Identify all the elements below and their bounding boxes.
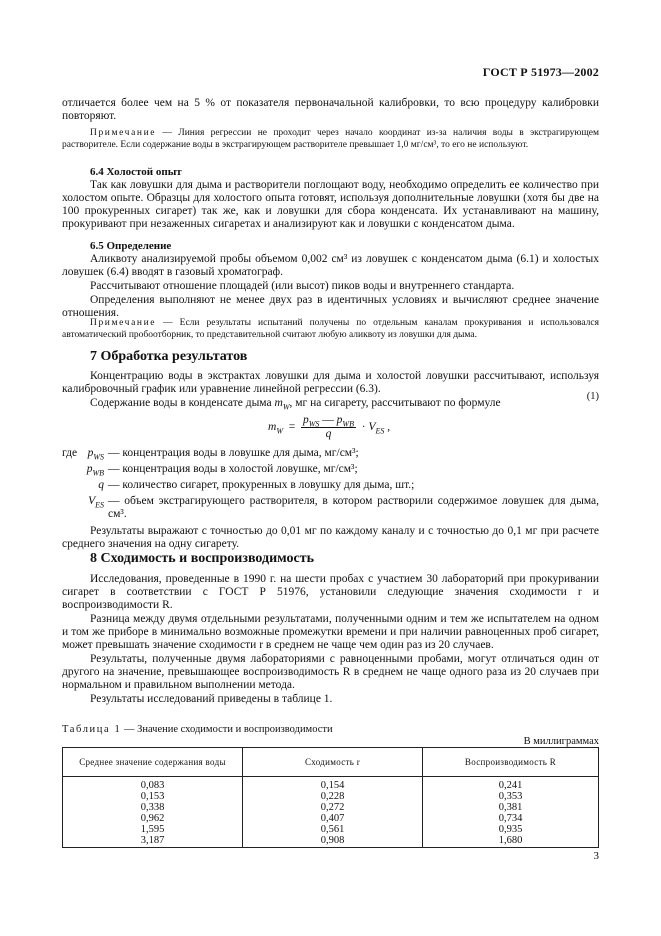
table-row [63, 802, 599, 813]
section-8-p1: Исследования, проведенные в 1990 г. на шести пробах с участием 30 лабораторий при прокуривании сигарет в соответствии с ГОСТ Р 51976, установили следующие значения сходимости r и воспроизводимости R. [62, 573, 599, 611]
section-6-5-p2: Рассчитывают отношение площадей (или высот) пиков воды и внутреннего стандарта. [90, 280, 515, 292]
section-7-p2: Содержание воды в конденсате дыма $m_W$, мг на сигарету, рассчитывают по формуле [90, 397, 501, 412]
table-row [63, 791, 599, 802]
table-cell: 0,935 [423, 824, 599, 835]
section-6-4 [62, 166, 599, 231]
note-2-text: — Если результаты испытаний получены по отдельным каналам прокуривания и использовался автоматический пробоотборник, то представительной считают любую аликвоту из ловушки для дыма. [62, 318, 599, 340]
table-cell: 0,962 [140, 813, 165, 824]
table-header-reproducibility: Воспроизводимость R [423, 748, 599, 777]
table-cell: 1,680 [423, 835, 599, 848]
table-caption-label: Таблица 1 [62, 724, 122, 735]
table-cell: 0,353 [423, 791, 599, 802]
definition-ves-text: — объем экстрагирующего растворителя, в котором растворили содержимое ловушек для дыма, см³. [108, 495, 599, 520]
note-1-text: — Линия регрессии не проходит через начало координат из-за наличия воды в экстрагирующем растворителе. Если содержание воды в экстрагирующем растворителе превышает 1,0 мг/см³, то его не используют. [62, 128, 599, 150]
table-header-repeatability: Сходимость r [243, 748, 423, 777]
definition-pws: $p_{WS}$ — концентрация воды в ловушке для дыма, мг/см³; [62, 447, 599, 460]
section-7 [62, 350, 599, 410]
table-units: В миллиграммах [523, 736, 599, 747]
formula-1: $m_W$ = $\frac{p_{WS} — p_{WB}}{q}$ · $V_{ES}$ , [268, 414, 391, 440]
note-1-label: Примечание [90, 128, 157, 138]
section-7-heading: 7 Обработка результатов [90, 349, 248, 364]
table-cell: 0,908 [243, 835, 423, 848]
table-cell: 0,734 [423, 813, 599, 824]
definition-pws-text: — концентрация воды в ловушке для дыма, мг/см³; [108, 447, 359, 459]
section-6-4-text: Так как ловушки для дыма и растворители поглощают воду, необходимо определить ее количество при холостом опыте. Образцы для холостого опыта готовят, используя дополнительные ловушки (хотя бы две на 100 прокуренных сигарет) так же, как и ловушки для сбора конденсата. Их устанавливают на машину, прокуривают при незаженных сигаретах и анализируют как и ловушки с конденсатом дыма. [62, 179, 599, 230]
table-caption-text: — Значение сходимости и воспроизводимости [121, 724, 333, 735]
table-caption [62, 723, 599, 736]
definition-pwb-text: — концентрация воды в холостой ловушке, мг/см³; [108, 463, 358, 475]
where-label: где [62, 447, 78, 459]
table-cell: 0,153 [140, 791, 165, 802]
table-cell: 0,241 [423, 777, 599, 792]
formula-fraction: $\frac{p_{WS} — p_{WB}}{q}$ [302, 414, 354, 440]
intro-text: отличается более чем на 5 % от показателя первоначальной калибровки, то всю процедуру калибровки повторяют. [62, 97, 599, 122]
table-cell: 0,338 [140, 802, 165, 813]
document-header: ГОСТ Р 51973—2002 [482, 65, 599, 79]
formula-number: (1) [586, 391, 599, 402]
intro-paragraph [62, 97, 599, 123]
definition-ves: $V_{ES}$ — объем экстрагирующего растворителя, в котором растворили содержимое ловушек для дыма, см³. [88, 495, 599, 520]
table-row [63, 835, 599, 848]
results-table [62, 747, 599, 848]
note-2 [62, 318, 599, 341]
section-8 [62, 552, 599, 706]
section-7-p3: Результаты выражают с точностью до 0,01 мг по каждому каналу и с точностью до 0,1 мг при расчете среднего значения на одну сигарету. [62, 525, 599, 550]
table-cell: 3,187 [140, 835, 165, 846]
section-6-5 [62, 240, 599, 320]
note-2-label: Примечание [90, 318, 157, 328]
table-row [63, 777, 599, 792]
table-header-mean: Среднее значение содержания воды [63, 748, 243, 777]
section-6-5-p1: Аликвоту анализируемой пробы объемом 0,002 см³ из ловушек с конденсатом дыма (6.1) и холостых ловушек (6.4) вводят в газовый хроматограф. [62, 253, 599, 278]
section-8-heading: 8 Сходимость и воспроизводимость [90, 551, 315, 566]
definition-q: q — количество сигарет, прокуренных в ловушку для дыма, шт.; [62, 479, 599, 492]
section-8-p3: Результаты, полученные двумя лабораториями с равноценными пробами, могут отличаться один от другого на значение, превышающее воспроизводимость R в среднем не чаще одного раза из 20 случаев при нормальном и правильном выполнении метода. [62, 653, 599, 691]
table-cell: 0,407 [243, 813, 423, 824]
table-cell: 0,083 [140, 780, 165, 791]
section-6-5-heading: 6.5 Определение [90, 240, 172, 252]
table-cell: 0,154 [243, 777, 423, 792]
table-cell: 0,272 [243, 802, 423, 813]
section-8-p4: Результаты исследований приведены в таблице 1. [90, 693, 333, 705]
section-7-p2-end: , мг на сигарету, рассчитывают по формуле [289, 397, 501, 409]
table-cell: 1,595 [140, 824, 165, 835]
section-8-p2: Разница между двумя отдельными результатами, полученными одним и тем же испытателем на одном и том же приборе в минимально возможные промежутки времени и при наличии равноценных проб сигарет, может превышать значение сходимости r в среднем не чаще чем один раз из 20 случаев. [62, 613, 599, 651]
table-row [63, 824, 599, 835]
table-cell: 0,561 [243, 824, 423, 835]
table-cell: 0,228 [243, 791, 423, 802]
section-6-5-p3: Определения выполняют не менее двух раз в идентичных условиях и вычисляют среднее значение отношения. [62, 294, 599, 319]
definition-pwb: $p_{WB}$ — концентрация воды в холостой ловушке, мг/см³; [62, 463, 599, 476]
table-cell: 0,381 [423, 802, 599, 813]
section-7-p2-start: Содержание воды в конденсате дыма [90, 397, 275, 409]
note-1 [62, 128, 599, 151]
page-number: 3 [593, 850, 599, 862]
definition-q-text: — количество сигарет, прокуренных в ловушку для дыма, шт.; [108, 479, 415, 491]
definitions-list [62, 447, 599, 551]
section-7-p1: Концентрацию воды в экстрактах ловушки для дыма и холостой ловушки рассчитывают, используя калибровочный график или уравнение линейной регрессии (6.3). [62, 370, 599, 395]
section-6-4-heading: 6.4 Холостой опыт [90, 166, 182, 178]
table-row [63, 813, 599, 824]
